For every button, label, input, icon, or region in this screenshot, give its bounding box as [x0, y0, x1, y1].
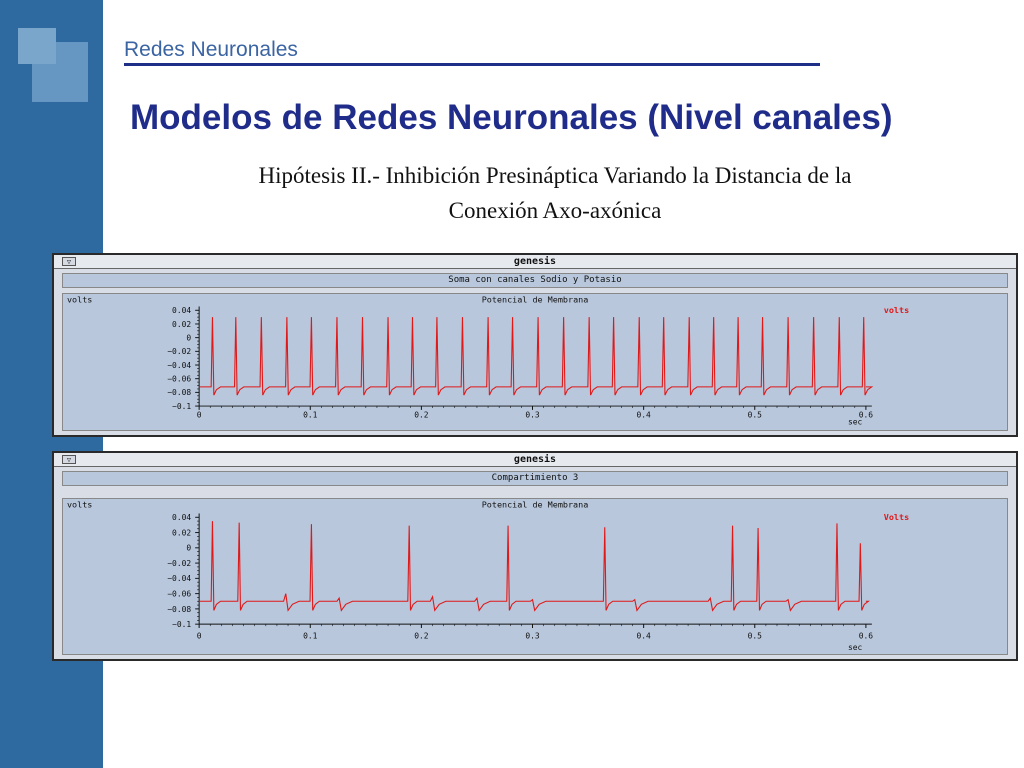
- y-tick-label: 0: [186, 543, 192, 553]
- section-title: Redes Neuronales: [124, 38, 298, 61]
- y-tick-label: 0.04: [172, 306, 192, 316]
- y-tick-label: 0.02: [172, 528, 192, 538]
- window-title: genesis: [513, 454, 557, 465]
- x-tick-label: 0: [196, 631, 202, 641]
- x-tick-label: 0.6: [858, 631, 874, 641]
- y-tick-label: 0.04: [172, 513, 192, 523]
- x-tick-label: 0.4: [636, 410, 651, 420]
- genesis-window-soma: [52, 253, 1018, 437]
- slide-logo: [18, 28, 90, 104]
- y-unit-label: volts: [66, 294, 93, 305]
- y-tick-label: 0: [186, 333, 192, 343]
- plot-title: Potencial de Membrana: [481, 499, 589, 510]
- slide-title: Modelos de Redes Neuronales (Nivel canales): [130, 98, 893, 137]
- x-tick-label: 0.2: [414, 410, 429, 420]
- membrane-potential-chart: [63, 294, 1007, 430]
- x-tick-label: 0.3: [525, 631, 540, 641]
- window-menu-button[interactable]: ▽: [62, 455, 76, 464]
- y-tick-label: −0.02: [167, 347, 192, 357]
- y-tick-label: −0.02: [167, 559, 192, 568]
- series-line: [199, 521, 868, 610]
- window-title: genesis: [513, 256, 557, 267]
- y-tick-label: −0.08: [167, 388, 192, 398]
- subtitle-line-2: Conexión Axo-axónica: [448, 198, 662, 223]
- x-unit-label: sec: [848, 417, 863, 427]
- membrane-potential-chart: [63, 499, 1007, 654]
- plot-title: Potencial de Membrana: [481, 294, 589, 305]
- x-tick-label: 0.5: [747, 410, 762, 420]
- slide-subtitle: [150, 158, 960, 228]
- y-tick-label: −0.1: [172, 620, 192, 630]
- legend-label: volts: [883, 305, 910, 316]
- x-tick-label: 0.1: [303, 631, 318, 641]
- x-tick-label: 0.4: [636, 631, 651, 641]
- y-tick-label: −0.06: [167, 589, 192, 599]
- x-tick-label: 0.1: [303, 410, 318, 420]
- y-tick-label: −0.06: [167, 374, 192, 384]
- window-menu-button[interactable]: ▽: [62, 257, 76, 266]
- subtitle-line-1: Hipótesis II.- Inhibición Presináptica Variando la Distancia de la: [258, 163, 852, 188]
- y-tick-label: −0.04: [167, 361, 192, 370]
- x-tick-label: 0.5: [747, 631, 762, 641]
- y-tick-label: 0.02: [172, 319, 192, 329]
- series-line: [199, 317, 872, 395]
- genesis-window-compartment: [52, 451, 1018, 661]
- plot-area: [62, 498, 1008, 655]
- legend-label: Volts: [883, 512, 910, 523]
- plot-area: [62, 293, 1008, 431]
- x-tick-label: 0.3: [525, 410, 540, 420]
- x-unit-label: sec: [848, 643, 863, 653]
- graph-title: Soma con canales Sodio y Potasio: [62, 273, 1008, 288]
- y-tick-label: −0.08: [167, 604, 192, 614]
- window-titlebar[interactable]: [54, 255, 1016, 269]
- section-divider: [124, 63, 820, 66]
- y-tick-label: −0.1: [172, 402, 192, 411]
- x-tick-label: 0.2: [414, 631, 429, 641]
- x-tick-label: 0: [196, 410, 202, 420]
- window-titlebar[interactable]: [54, 453, 1016, 467]
- x-tick-label: 0.6: [858, 410, 874, 420]
- y-tick-label: −0.04: [167, 574, 192, 584]
- graph-title: Compartimiento 3: [62, 471, 1008, 486]
- y-unit-label: volts: [66, 499, 93, 510]
